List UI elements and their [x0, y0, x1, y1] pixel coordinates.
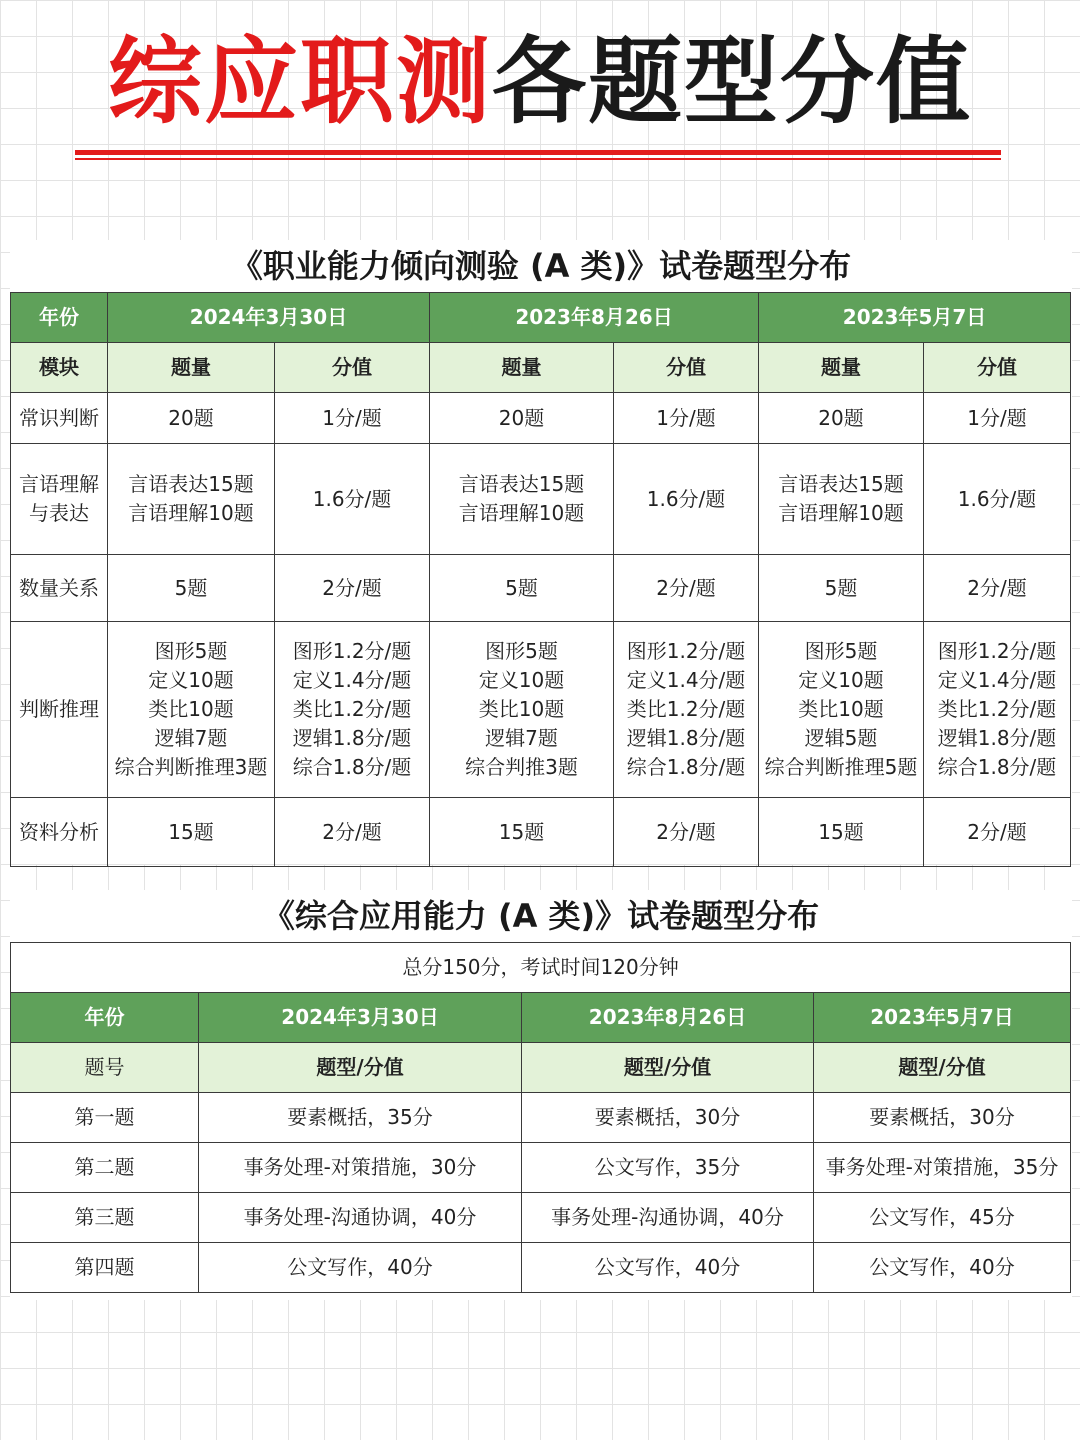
cell-line: 定义1.4分/题	[937, 668, 1057, 692]
cell-line: 综合判断推理5题	[764, 755, 918, 779]
column-header-row	[11, 1043, 1071, 1093]
table-cell	[759, 444, 924, 555]
table-cell	[759, 622, 924, 798]
table-row	[11, 393, 1071, 444]
cell-line: 1分/题	[322, 405, 382, 430]
title-underline	[75, 150, 1001, 155]
date-2023-05-07: 2023年5月7日	[814, 993, 1071, 1043]
cell-line: 类比1.2分/题	[626, 697, 746, 721]
type-score-cell: 要素概括，30分	[522, 1093, 814, 1143]
cell-line: 综合1.8分/题	[626, 755, 746, 779]
table-cell	[614, 555, 759, 622]
cell-line: 1.6分/题	[646, 486, 726, 511]
type-score-cell: 要素概括，35分	[199, 1093, 522, 1143]
cell-line: 逻辑7题	[485, 726, 558, 750]
score-label: 分值	[275, 343, 430, 393]
application-table	[10, 942, 1071, 1293]
application-table-title: 《综合应用能力 (A 类)》试卷题型分布	[262, 897, 820, 935]
question-number-cell: 第一题	[11, 1093, 199, 1143]
cell-line: 1.6分/题	[957, 486, 1037, 511]
cell-line: 逻辑1.8分/题	[937, 726, 1057, 750]
cell-line: 综合判断推理3题	[114, 755, 268, 779]
table-cell	[108, 393, 275, 444]
type-score-cell: 公文写作，45分	[814, 1193, 1071, 1243]
date-2023-05-07: 2023年5月7日	[759, 293, 1071, 343]
type-score-cell: 公文写作，40分	[199, 1243, 522, 1293]
score-label: 分值	[614, 343, 759, 393]
table-cell	[924, 444, 1071, 555]
table-row	[11, 1093, 1071, 1143]
table-cell	[759, 393, 924, 444]
cell-line: 言语理解10题	[458, 501, 585, 525]
type-score-label: 题型/分值	[522, 1043, 814, 1093]
table-cell	[614, 393, 759, 444]
type-score-cell: 事务处理-对策措施，30分	[199, 1143, 522, 1193]
table-cell	[759, 555, 924, 622]
table-cell	[924, 555, 1071, 622]
cell-line: 言语表达15题	[458, 472, 585, 496]
cell-line: 1分/题	[967, 405, 1027, 430]
question-number-cell: 第三题	[11, 1193, 199, 1243]
cell-line: 言语理解10题	[128, 501, 254, 525]
table-row	[11, 444, 1071, 555]
application-test-panel	[10, 890, 1072, 1300]
cell-line: 20题	[498, 405, 545, 430]
type-score-label: 题型/分值	[199, 1043, 522, 1093]
cell-line: 20题	[168, 405, 214, 430]
module-name-cell	[11, 798, 108, 867]
table-cell	[614, 622, 759, 798]
question-number-cell: 第四题	[11, 1243, 199, 1293]
aptitude-test-panel	[10, 240, 1072, 864]
type-score-cell: 事务处理-沟通协调，40分	[199, 1193, 522, 1243]
cell-line: 综合判推3题	[465, 755, 578, 779]
cell-line: 1.6分/题	[312, 486, 392, 511]
cell-line: 图形5题	[485, 639, 558, 663]
module-label: 模块	[11, 343, 108, 393]
cell-line: 类比1.2分/题	[292, 697, 412, 721]
cell-line: 定义1.4分/题	[292, 668, 412, 692]
aptitude-table	[10, 292, 1071, 867]
table-cell	[924, 393, 1071, 444]
table-cell	[108, 444, 275, 555]
cell-line: 1分/题	[656, 405, 716, 430]
date-2023-08-26: 2023年8月26日	[430, 293, 759, 343]
date-header-row	[11, 293, 1071, 343]
cell-line: 图形5题	[154, 639, 228, 663]
table-cell	[275, 393, 430, 444]
table-cell	[430, 555, 614, 622]
cell-line: 言语理解	[19, 472, 99, 496]
qty-label: 题量	[108, 343, 275, 393]
cell-line: 与表达	[29, 501, 89, 525]
cell-line: 言语理解10题	[778, 501, 904, 525]
cell-line: 类比10题	[478, 697, 565, 721]
table-row	[11, 555, 1071, 622]
date-2024-03-30: 2024年3月30日	[108, 293, 430, 343]
module-name-cell	[11, 622, 108, 798]
cell-line: 15题	[498, 819, 545, 844]
cell-line: 常识判断	[19, 405, 99, 430]
cell-line: 逻辑1.8分/题	[626, 726, 746, 750]
title-black-part: 各题型分值	[492, 28, 973, 137]
table-cell	[275, 555, 430, 622]
table-cell	[108, 555, 275, 622]
cell-line: 类比1.2分/题	[937, 697, 1057, 721]
cell-line: 20题	[818, 405, 864, 430]
title-red-part: 综应职测	[107, 28, 492, 137]
cell-line: 图形1.2分/题	[937, 639, 1057, 663]
cell-line: 言语表达15题	[128, 472, 254, 496]
page-title	[0, 18, 1080, 148]
cell-line: 2分/题	[322, 819, 382, 844]
aptitude-table-body	[11, 393, 1071, 867]
table-cell	[430, 393, 614, 444]
cell-line: 图形1.2分/题	[292, 639, 412, 663]
cell-line: 类比10题	[148, 697, 234, 721]
date-header-row	[11, 993, 1071, 1043]
title-underline-thin	[75, 158, 1001, 160]
table-cell	[924, 622, 1071, 798]
cell-line: 综合1.8分/题	[937, 755, 1057, 779]
question-number-label: 题号	[11, 1043, 199, 1093]
cell-line: 类比10题	[798, 697, 884, 721]
type-score-label: 题型/分值	[814, 1043, 1071, 1093]
cell-line: 定义10题	[148, 668, 234, 692]
table-cell	[430, 444, 614, 555]
cell-line: 定义1.4分/题	[626, 668, 746, 692]
table-cell	[275, 444, 430, 555]
cell-line: 图形5题	[804, 639, 878, 663]
qty-label: 题量	[759, 343, 924, 393]
module-name-cell	[11, 555, 108, 622]
table-cell	[430, 798, 614, 867]
cell-line: 15题	[818, 819, 864, 844]
cell-line: 言语表达15题	[778, 472, 904, 496]
cell-line: 图形1.2分/题	[626, 639, 746, 663]
type-score-cell: 要素概括，30分	[814, 1093, 1071, 1143]
question-number-cell: 第二题	[11, 1143, 199, 1193]
table-cell	[430, 622, 614, 798]
cell-line: 2分/题	[656, 575, 716, 600]
type-score-cell: 事务处理-对策措施，35分	[814, 1143, 1071, 1193]
table-cell	[614, 798, 759, 867]
table-cell	[275, 798, 430, 867]
table-row	[11, 1143, 1071, 1193]
cell-line: 综合1.8分/题	[292, 755, 412, 779]
cell-line: 5题	[505, 575, 538, 600]
table-row	[11, 798, 1071, 867]
table-cell	[275, 622, 430, 798]
date-2024-03-30: 2024年3月30日	[199, 993, 522, 1043]
cell-line: 2分/题	[656, 819, 716, 844]
application-table-body	[11, 1093, 1071, 1293]
cell-line: 逻辑5题	[804, 726, 878, 750]
table-cell	[108, 798, 275, 867]
table-row	[11, 1193, 1071, 1243]
type-score-cell: 公文写作，35分	[522, 1143, 814, 1193]
module-name-cell	[11, 444, 108, 555]
table-cell	[924, 798, 1071, 867]
type-score-cell: 公文写作，40分	[814, 1243, 1071, 1293]
cell-line: 2分/题	[967, 819, 1027, 844]
cell-line: 判断推理	[19, 697, 99, 721]
cell-line: 2分/题	[322, 575, 382, 600]
year-label: 年份	[11, 293, 108, 343]
aptitude-table-title: 《职业能力倾向测验 (A 类)》试卷题型分布	[230, 247, 852, 285]
year-label: 年份	[11, 993, 199, 1043]
date-2023-08-26: 2023年8月26日	[522, 993, 814, 1043]
column-header-row	[11, 343, 1071, 393]
qty-label: 题量	[430, 343, 614, 393]
cell-line: 5题	[824, 575, 858, 600]
table-cell	[759, 798, 924, 867]
total-score-note: 总分150分，考试时间120分钟	[11, 943, 1071, 993]
cell-line: 5题	[174, 575, 208, 600]
table-cell	[614, 444, 759, 555]
type-score-cell: 事务处理-沟通协调，40分	[522, 1193, 814, 1243]
table-cell	[108, 622, 275, 798]
cell-line: 逻辑1.8分/题	[292, 726, 412, 750]
cell-line: 数量关系	[19, 575, 99, 600]
cell-line: 定义10题	[798, 668, 884, 692]
module-name-cell	[11, 393, 108, 444]
cell-line: 2分/题	[967, 575, 1027, 600]
cell-line: 定义10题	[478, 668, 565, 692]
table-row	[11, 622, 1071, 798]
score-label: 分值	[924, 343, 1071, 393]
cell-line: 资料分析	[19, 819, 99, 844]
cell-line: 逻辑7题	[154, 726, 228, 750]
type-score-cell: 公文写作，40分	[522, 1243, 814, 1293]
table-row	[11, 1243, 1071, 1293]
cell-line: 15题	[168, 819, 214, 844]
